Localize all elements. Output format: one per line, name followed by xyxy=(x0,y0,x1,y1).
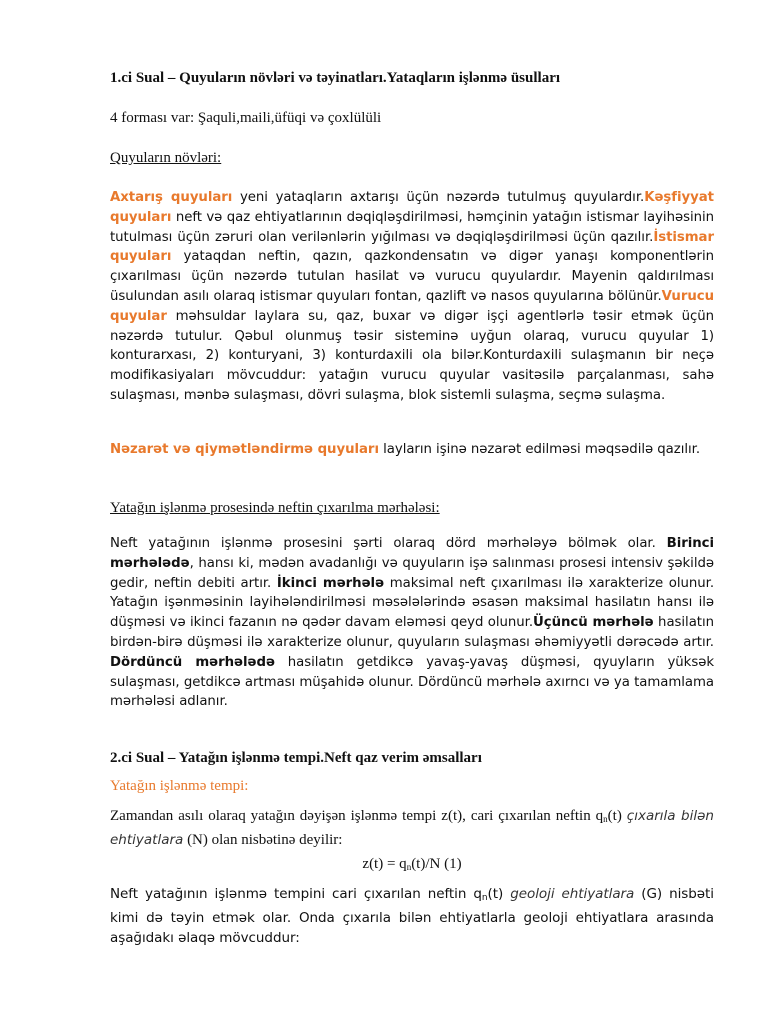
section-heading-2: 2.ci Sual – Yatağın işlənmə tempi.Neft qaz verim əmsalları xyxy=(110,750,482,766)
paragraph-text: layların işinə nəzarət edilməsi məqsədilə qazılır. xyxy=(378,442,701,457)
extraction-stages-paragraph xyxy=(110,534,714,712)
term-exploration-wells: Axtarış quyuları xyxy=(110,190,233,205)
well-types-title: Quyuların növləri: xyxy=(110,150,222,166)
italic-term: geoloji ehtiyatlara xyxy=(510,886,635,902)
section-heading-1: 1.ci Sual – Quyuların növləri və təyinatları.Yataqların işlənmə üsulları xyxy=(110,70,561,86)
stage-third: Üçüncü mərhələ xyxy=(533,615,654,631)
italic-term: çıxarıla bilən ehtiyatlara xyxy=(110,808,714,848)
formula-text: (t)/N (1) xyxy=(411,856,462,872)
paragraph-text: (t) xyxy=(487,886,511,902)
formula-text: z(t) = q xyxy=(362,856,407,872)
paragraph-text: hasilatın birdən-birə düşməsi ilə xarakterize olunur, quyuların sulaşması əhəmiyyətli dərəcədə artır. xyxy=(110,615,714,650)
term-control-wells: Nəzarət və qiymətləndirmə quyuları xyxy=(110,442,379,457)
formula-1 xyxy=(110,856,714,873)
stage-first: Birinci mərhələdə xyxy=(110,536,714,571)
paragraph-text: maksimal neft çıxarılması ilə xarakterize olunur. Yatağın işənməsinin layihələndirilməsi məsələlərində əsasən maksimal hasilatın hansı ilə düşməsi və ikinci fazanın nə qədər davam eləməsi qeyd olunur. xyxy=(110,575,715,631)
stage-fourth: Dördüncü mərhələdə xyxy=(110,654,275,670)
term-injection-wells: Vurucu quyular xyxy=(110,288,714,324)
paragraph-text: hasilatın getdikcə yavaş-yavaş düşməsi, qyuyların yüksək sulaşması, getdikcə artması müşahidə olunur. Dördüncü mərhələ axırncı və ya tamamlama mərhələsi adlanır. xyxy=(110,654,714,710)
development-rate-paragraph xyxy=(110,806,714,851)
geological-reserves-paragraph xyxy=(110,884,714,948)
well-types-paragraph xyxy=(110,188,714,406)
paragraph-text: Neft yatağının işlənmə tempini cari çıxarılan neftin q xyxy=(110,886,482,902)
paragraph-text: Neft yatağının işlənmə prosesini şərti olaraq dörd mərhələyə bölmək olar. xyxy=(110,536,667,551)
stage-second: İkinci mərhələ xyxy=(276,575,385,591)
term-appraisal-wells: Kəşfiyyat quyuları xyxy=(110,190,714,225)
paragraph-text: yataqdan neftin, qazın, qazkondensatın və digər yanaşı komponentlərin çıxarılması üçün nəzərdə tutulan hasilat və vurucu quyulardır. Mayenin qaldırılması üsulundan asılı olaraq istismar quyuları fontan, qazlift və nasos quyularına bölünür. xyxy=(110,249,714,304)
paragraph-text: , hansı ki, mədən avadanlığı və quyuların işə salınması prosesi intensiv şəkildə gedir, neftin debiti artır. xyxy=(110,555,714,591)
paragraph-text: məhsuldar laylara su, qaz, buxar və digər işçi agentlərlə təsir etmək üçün nəzərdə tutulur. Qəbul olunmuş təsir sisteminə uyğun olaraq, vurucu quyular 1) konturarxası, 2) konturyani, 3) konturdaxili ola bilər.Konturdaxili sulaşmanın bir neçə modifikasiyaları mövcuddur: yatağın vurucu quyular vasitəsilə parçalanması, sahə sulaşması, mənbə sulaşması, dövri sulaşma, blok sistemli sulaşma, seçmə sulaşma. xyxy=(110,308,714,403)
paragraph-text: yeni yataqların axtarışı üçün nəzərdə tutulmuş quyulardır. xyxy=(232,190,645,205)
paragraph-text: (N) olan nisbətinə deyilir: xyxy=(183,832,343,848)
forms-line: 4 forması var: Şaquli,maili,üfüqi və çoxlülüli xyxy=(110,110,382,126)
subscript: n xyxy=(481,893,488,903)
paragraph-text: (G) nisbəti kimi də təyin etmək olar. Onda çıxarıla bilən ehtiyatlarla geoloji ehtiyatlara arasında aşağıdakı əlaqə mövcuddur: xyxy=(110,886,714,946)
paragraph-text: Zamandan asılı olaraq yatağın dəyişən işlənmə tempi z(t), cari çıxarılan neftin q xyxy=(110,808,604,824)
paragraph-text: neft və qaz ehtiyatlarının dəqiqləşdirilməsi, həmçinin yatağın istismar layihəsinin tutulması üçün zəruri olan verilənlərin yığılması və dəqiqləşdirilməsi üçün qazılır. xyxy=(110,209,714,245)
term-production-wells: İstismar quyuları xyxy=(110,229,714,265)
subscript: n xyxy=(603,814,608,824)
subscript: n xyxy=(406,862,412,872)
paragraph-text: (t) xyxy=(607,808,627,824)
control-wells-paragraph xyxy=(110,440,714,460)
development-rate-title: Yatağın işlənmə tempi: xyxy=(110,778,249,794)
extraction-stages-title: Yatağın işlənmə prosesində neftin çıxarılma mərhələsi: xyxy=(110,500,440,516)
